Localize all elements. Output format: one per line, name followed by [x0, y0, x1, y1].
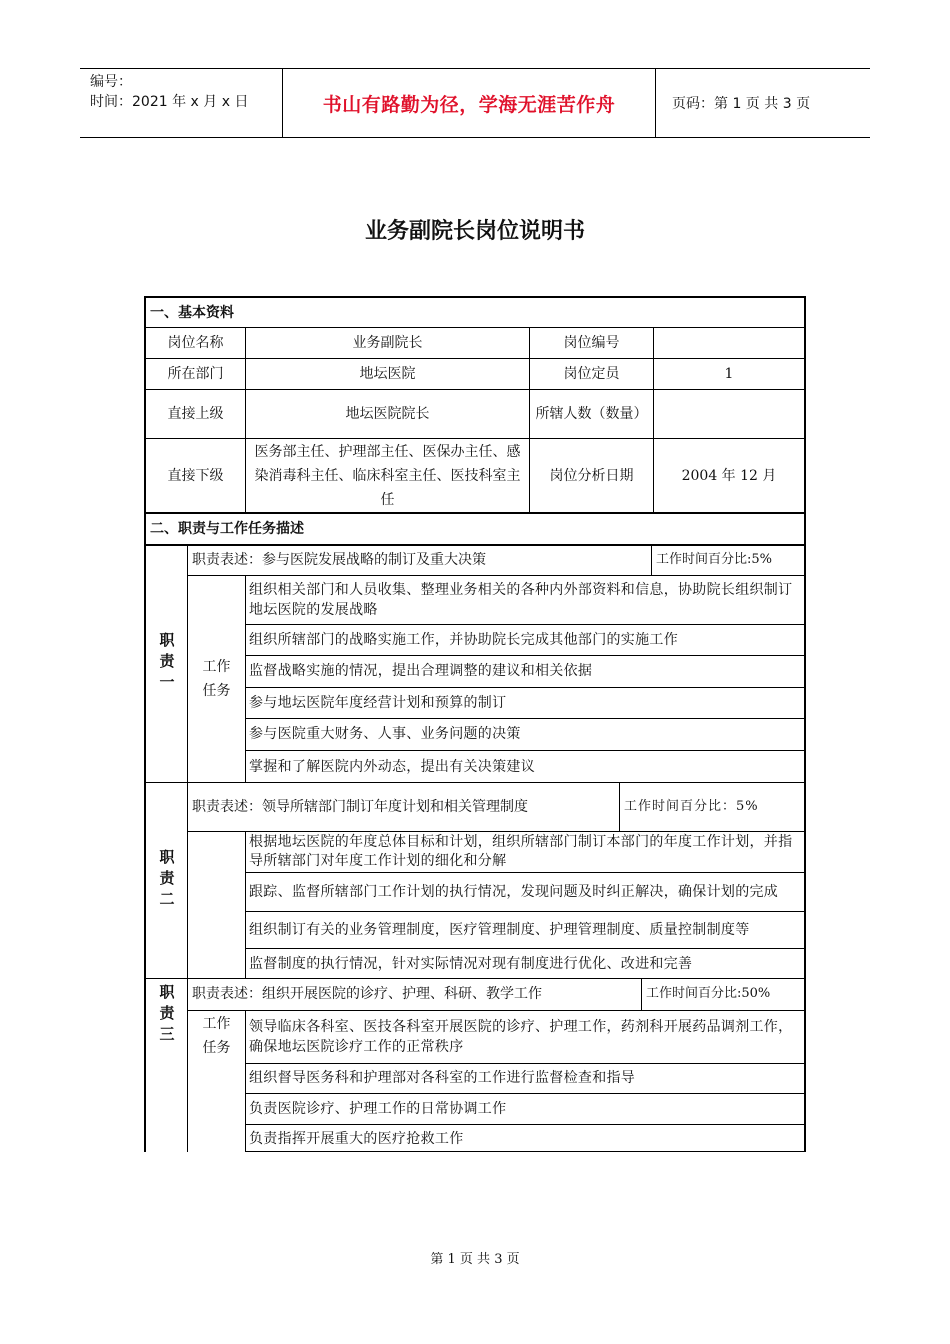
doc-number-label: 编号： [90, 74, 132, 90]
value-direct-subordinates: 医务部主任、护理部主任、医保办主任、感染消毒科主任、临床科室主任、医技科室主任 [254, 444, 521, 508]
page-footer: 第 1 页 共 3 页 [430, 1252, 520, 1267]
duty-1-label [146, 545, 187, 782]
page-header [80, 68, 870, 138]
duty-2-percent: 工作时间百分比：5% [624, 799, 759, 814]
duty-2-task-4: 监督制度的执行情况，针对实际情况对现有制度进行优化、改进和完善 [249, 955, 693, 972]
header-slogan: 书山有路勤为径，学海无涯苦作舟 [282, 69, 656, 137]
doc-time-label: 时间：2021 年 x 月 x 日 [90, 94, 249, 110]
label-position-name: 岗位名称 [167, 335, 224, 351]
duty-1-task-1: 组织相关部门和人员收集、整理业务相关的各种内外部资料和信息，协助院长组织制订地坛医院的发展战略 [249, 582, 793, 618]
duty-1-task-2: 组织所辖部门的战略实施工作，并协助院长完成其他部门的实施工作 [249, 632, 678, 648]
duty-1-task-6: 掌握和了解医院内外动态，提出有关决策建议 [249, 758, 535, 775]
duty-3-label [146, 980, 187, 1050]
duty-2-task-3: 组织制订有关的业务管理制度，医疗管理制度、护理管理制度、质量控制制度等 [249, 921, 750, 938]
page-code-text: 页码：第 1 页 共 3 页 [672, 96, 811, 112]
duty-3-task-2: 组织督导医务科和护理部对各科室的工作进行监督检查和指导 [249, 1070, 636, 1086]
task-label-text: 工作任务 [202, 659, 231, 699]
section-duties-heading: 二、职责与工作任务描述 [150, 521, 304, 537]
label-subordinate-count: 所辖人数（数量） [535, 406, 648, 422]
header-page-code [664, 69, 870, 137]
value-department: 地坛医院 [359, 366, 416, 382]
duty-1-task-5: 参与医院重大财务、人事、业务问题的决策 [249, 726, 521, 742]
value-position-name: 业务副院长 [352, 335, 423, 351]
label-analysis-date: 岗位分析日期 [549, 468, 634, 484]
label-direct-superior: 直接上级 [167, 406, 224, 422]
page-title: 业务副院长岗位说明书 [364, 219, 585, 244]
value-subordinate-count [654, 390, 804, 438]
label-direct-subordinates: 直接下级 [167, 468, 224, 484]
job-description-table [144, 296, 806, 1152]
duty-1-task-label [188, 576, 245, 782]
header-meta [80, 69, 280, 137]
label-department: 所在部门 [167, 366, 224, 382]
duty-3-statement: 职责表述：组织开展医院的诊疗、护理、科研、教学工作 [192, 986, 542, 1002]
duty-2-statement: 职责表述：领导所辖部门制订年度计划和相关管理制度 [192, 799, 528, 815]
duty-1-task-4: 参与地坛医院年度经营计划和预算的制订 [249, 695, 507, 711]
duty-3-percent: 工作时间百分比:50% [646, 986, 771, 1001]
duty-3-task-4: 负责指挥开展重大的医疗抢救工作 [249, 1130, 464, 1147]
duty-3-task-1: 领导临床各科室、医技各科室开展医院的诊疗、护理工作，药剂科开展药品调剂工作，确保地坛医院诊疗工作的正常秩序 [249, 1019, 793, 1055]
duty-1-task-3: 监督战略实施的情况，提出合理调整的建议和相关依据 [249, 663, 593, 679]
duty-2-task-1: 根据地坛医院的年度总体目标和计划，组织所辖部门制订本部门的年度工作计划，并指导所辖部门对年度工作计划的细化和分解 [249, 834, 793, 869]
duty-1-percent: 工作时间百分比:5% [656, 552, 773, 567]
value-headcount: 1 [724, 366, 734, 382]
value-direct-superior: 地坛医院院长 [345, 406, 430, 422]
duty-3-task-label [188, 1012, 245, 1068]
grid-line [245, 1151, 806, 1152]
duty-2-label [146, 783, 187, 978]
duty-2-task-2: 跟踪、监督所辖部门工作计划的执行情况，发现问题及时纠正解决，确保计划的完成 [249, 883, 779, 900]
value-analysis-date: 2004 年 12 月 [681, 468, 777, 484]
task-label-text: 工作任务 [202, 1016, 231, 1056]
label-position-code: 岗位编号 [563, 335, 620, 351]
duty-3-name: 职责三 [157, 983, 176, 1047]
duty-1-statement: 职责表述：参与医院发展战略的制订及重大决策 [192, 552, 486, 568]
section-basic-info-heading: 一、基本资料 [150, 305, 234, 321]
duty-2-name: 职责二 [157, 849, 176, 912]
duty-1-name: 职责一 [157, 632, 176, 695]
value-position-code [654, 328, 804, 358]
duty-3-task-3: 负责医院诊疗、护理工作的日常协调工作 [249, 1101, 507, 1117]
label-headcount: 岗位定员 [563, 366, 620, 382]
